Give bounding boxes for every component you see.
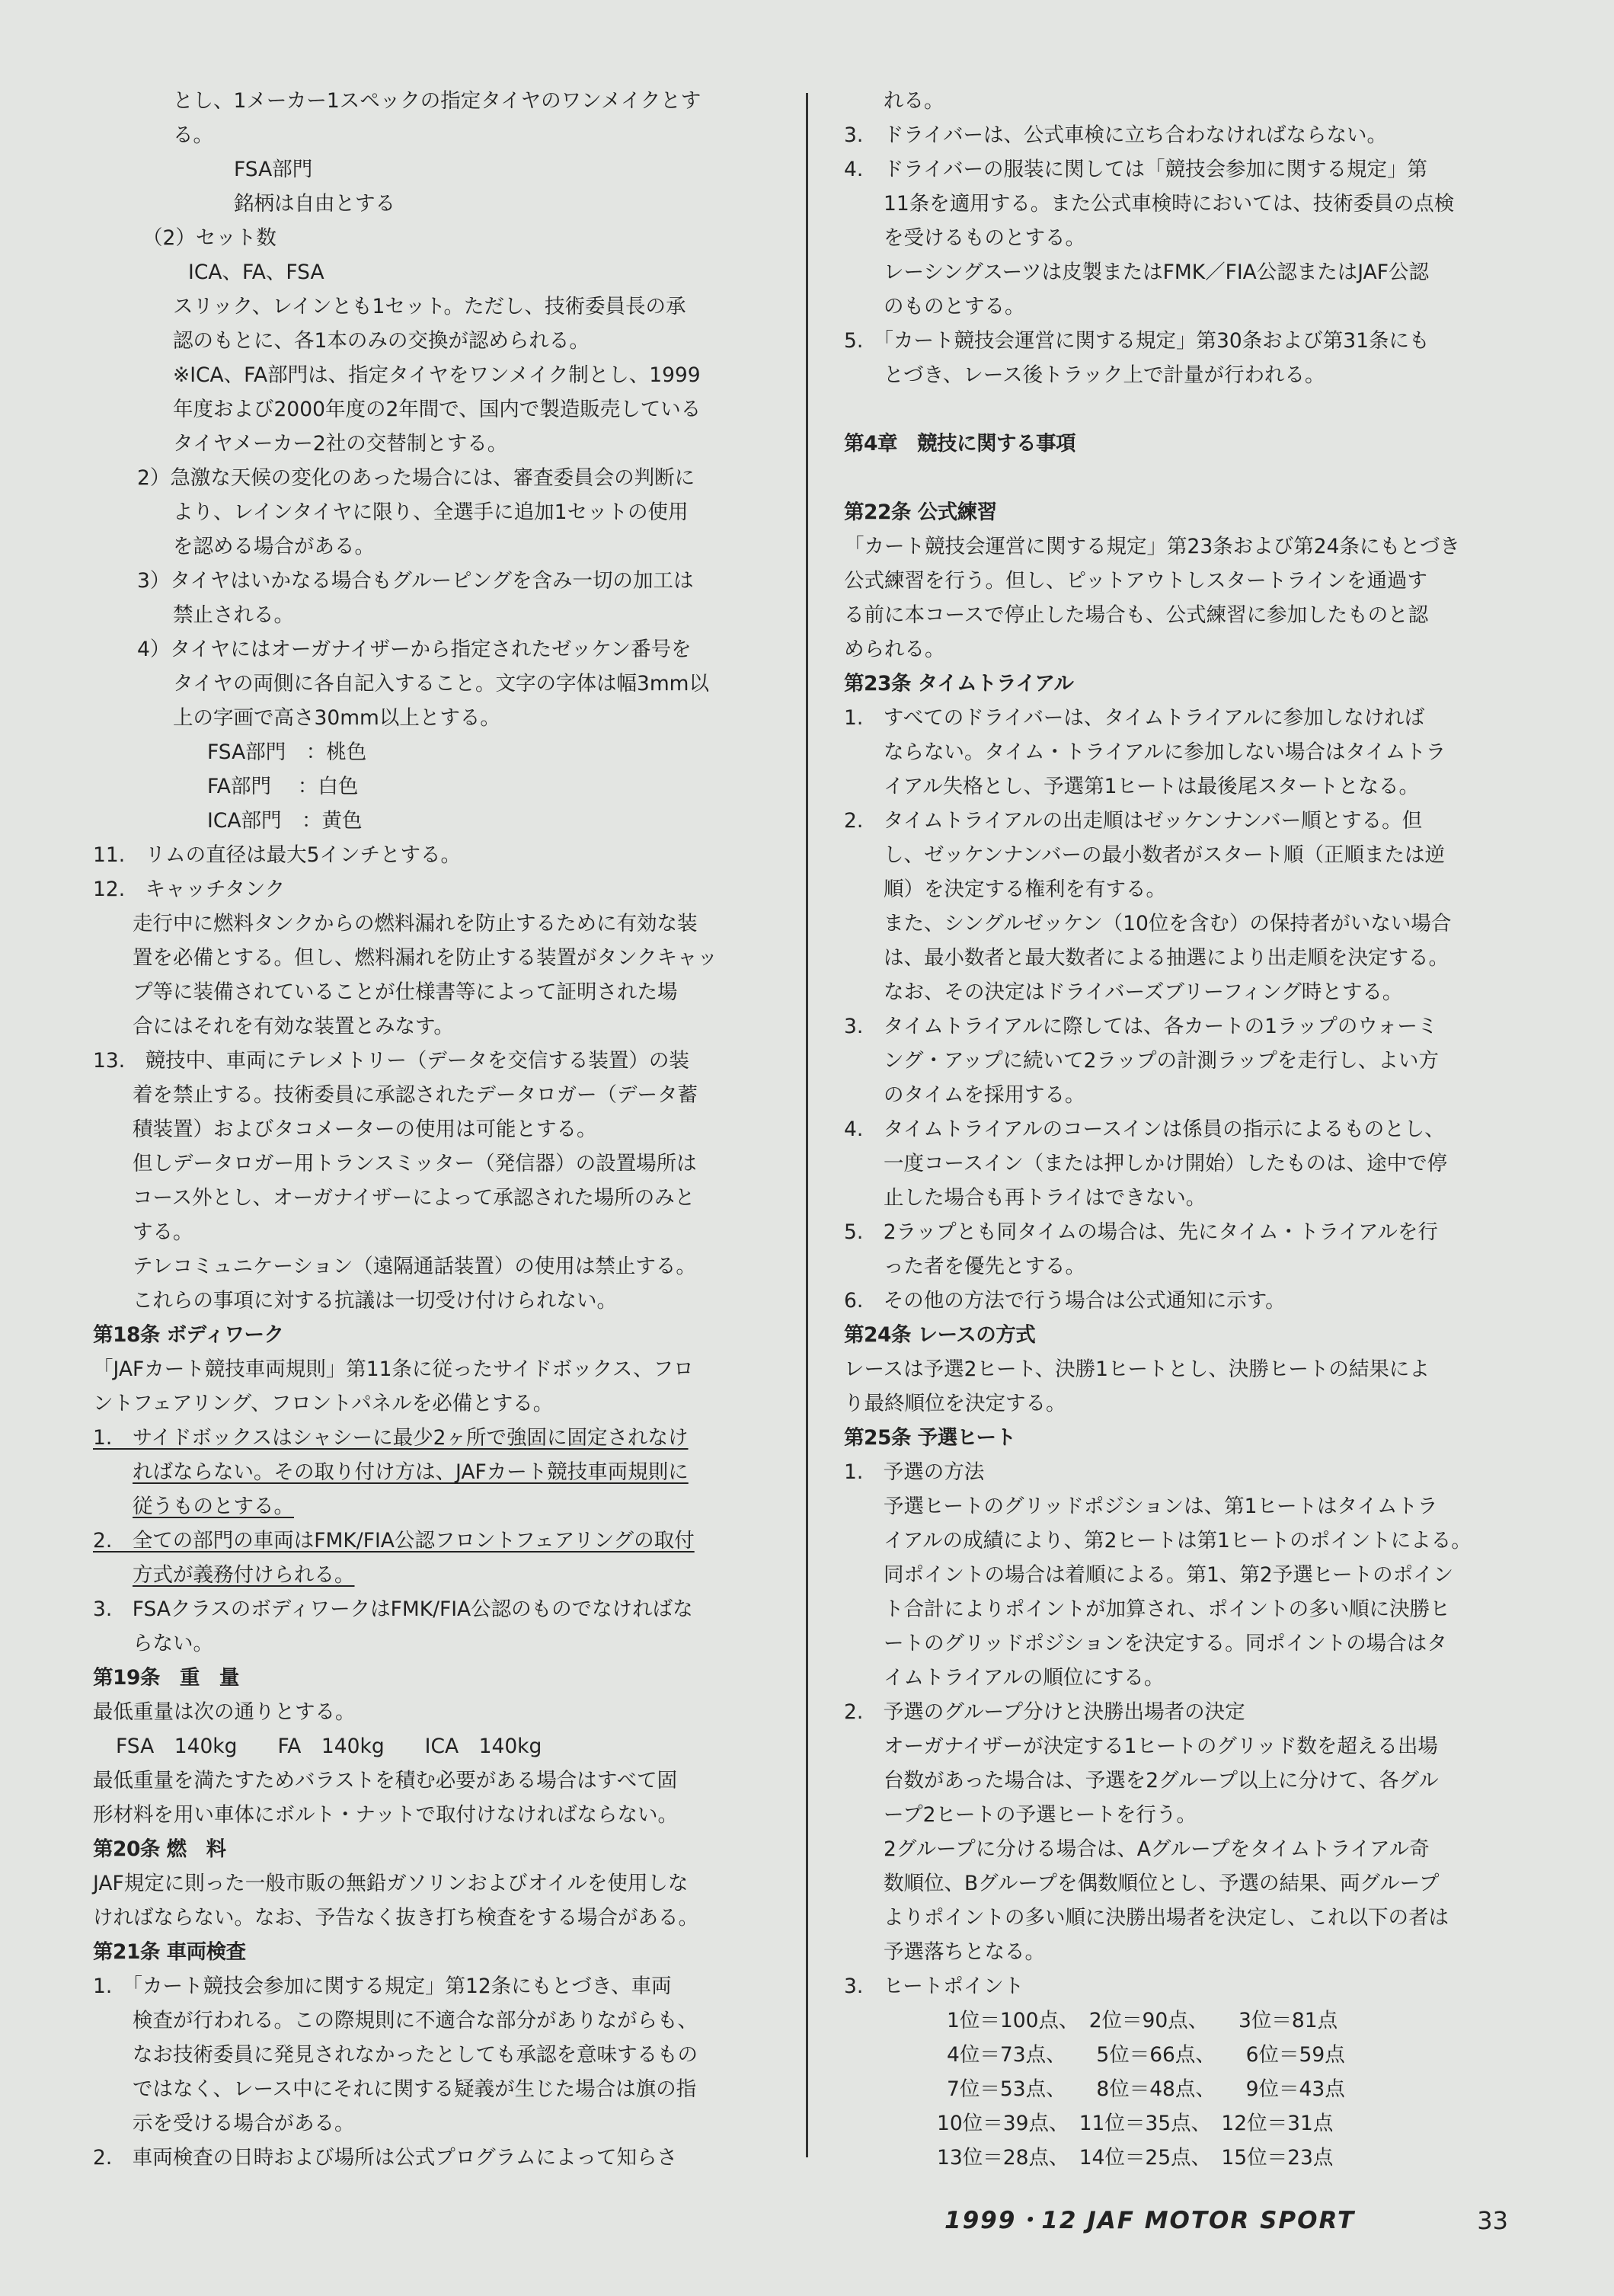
text-line: ならない。タイム・トライアルに参加しない場合はタイムトラ: [884, 740, 1446, 764]
section-heading: 第22条 公式練習: [844, 500, 997, 524]
text-line: 積装置）およびタコメーターの使用は可能とする。: [133, 1118, 597, 1141]
text-line: 同ポイントの場合は着順による。第1、第2予選ヒートのポイン: [884, 1563, 1454, 1587]
text-line: 予選落ちとなる。: [884, 1940, 1045, 1964]
column-divider: [806, 93, 808, 2157]
text-line: ※ICA、FA部門は、指定タイヤをワンメイク制とし、1999: [173, 363, 701, 387]
text-line: 禁止される。: [173, 603, 294, 627]
text-line: ング・アップに続いて2ラップの計測ラップを走行し、よい方: [884, 1049, 1439, 1073]
text-line: 4位＝73点、 5位＝66点、 6位＝59点: [947, 2043, 1345, 2067]
text-line: レーシングスーツは皮製またはFMK／FIA公認またはJAF公認: [884, 261, 1430, 284]
text-line: 検査が行われる。この際規則に不適合な部分がありながらも、: [133, 2009, 698, 2032]
text-line: 数順位、Bグループを偶数順位とし、予選の結果、両グループ: [884, 1872, 1440, 1895]
text-line: 認のもとに、各1本のみの交換が認められる。: [173, 329, 590, 353]
text-line: 2. 全ての部門の車両はFMK/FIA公認フロントフェアリングの取付: [93, 1529, 695, 1553]
text-line: り最終順位を決定する。: [844, 1392, 1066, 1415]
section-heading: 第23条 タイムトライアル: [844, 672, 1074, 696]
text-line: ントフェアリング、フロントパネルを必備とする。: [93, 1392, 554, 1415]
text-line: 公式練習を行う。但し、ピットアウトしスタートラインを通過す: [844, 569, 1427, 593]
text-line: 方式が義務付けられる。: [133, 1563, 355, 1587]
text-line: とづき、レース後トラック上で計量が行われる。: [884, 363, 1325, 387]
text-line: 但しデータロガー用トランスミッター（発信器）の設置場所は: [133, 1152, 697, 1175]
page-footer: [944, 2202, 1508, 2240]
text-line: プ等に装備されていることが仕様書等によって証明された場: [133, 980, 678, 1004]
text-line: とし、1メーカー1スペックの指定タイヤのワンメイクとす: [173, 89, 702, 113]
text-line: 12. キャッチタンク: [93, 878, 286, 901]
text-line: を認める場合がある。: [173, 535, 375, 558]
text-line: 走行中に燃料タンクからの燃料漏れを防止するために有効な装: [133, 912, 698, 935]
text-line: より、レインタイヤに限り、全選手に追加1セットの使用: [173, 500, 689, 524]
text-line: し、ゼッケンナンバーの最小数者がスタート順（正順または逆: [884, 843, 1445, 867]
text-line: 2グループに分ける場合は、Aグループをタイムトライアル奇: [884, 1837, 1430, 1861]
text-line: ではなく、レース中にそれに関する疑義が生じた場合は旗の指: [133, 2077, 697, 2101]
text-line: イムトライアルの順位にする。: [884, 1666, 1165, 1690]
section-heading: 第20条 燃 料: [93, 1837, 226, 1861]
text-line: 13. 競技中、車両にテレメトリー（データを交信する装置）の装: [93, 1049, 689, 1073]
text-line: のタイムを採用する。: [884, 1083, 1085, 1107]
text-line: る前に本コースで停止した場合も、公式練習に参加したものと認: [844, 603, 1429, 627]
text-line: 7位＝53点、 8位＝48点、 9位＝43点: [947, 2077, 1345, 2101]
text-line: 11. リムの直径は最大5インチとする。: [93, 843, 462, 867]
text-line: 1. 「カート競技会参加に関する規定」第12条にもとづき、車両: [93, 1975, 672, 1998]
text-line: れる。: [884, 89, 944, 113]
text-line: 1位＝100点、 2位＝90点、 3位＝81点: [947, 2009, 1338, 2032]
text-line: ートのグリッドポジションを決定する。同ポイントの場合はタ: [884, 1632, 1447, 1655]
text-line: 1. 予選の方法: [844, 1460, 985, 1484]
section-heading: 第4章 競技に関する事項: [844, 432, 1075, 456]
text-line: なお技術委員に発見されなかったとしても承認を意味するもの: [133, 2043, 698, 2067]
text-line: ICA部門 ：黄色: [207, 809, 363, 833]
text-line: 上の字画で高さ30mm以上とする。: [173, 706, 500, 730]
text-line: 年度および2000年度の2年間で、国内で製造販売している: [173, 398, 702, 421]
text-line: 銘柄は自由とする: [234, 192, 395, 216]
text-line: 「JAFカート競技車両規則」第11条に従ったサイドボックス、フロ: [93, 1357, 694, 1381]
text-line: 13位＝28点、 14位＝25点、 15位＝23点: [937, 2146, 1334, 2170]
section-heading: 第18条 ボディワーク: [93, 1323, 284, 1347]
text-line: 順）を決定する権利を有する。: [884, 878, 1166, 901]
text-line: レースは予選2ヒート、決勝1ヒートとし、決勝ヒートの結果によ: [844, 1357, 1430, 1381]
text-line: なお、その決定はドライバーズブリーフィング時とする。: [884, 980, 1403, 1004]
text-line: また、シングルゼッケン（10位を含む）の保持者がいない場合: [884, 912, 1452, 935]
text-line: 5. 「カート競技会運営に関する規定」第30条および第31条にも: [844, 329, 1430, 353]
text-line: 2）急激な天候の変化のあった場合には、審査委員会の判断に: [137, 466, 695, 490]
text-line: 3. タイムトライアルに際しては、各カートの1ラップのウォーミ: [844, 1015, 1438, 1038]
text-line: は、最小数者と最大数者による抽選により出走順を決定する。: [884, 946, 1449, 970]
text-line: 着を禁止する。技術委員に承認されたデータロガー（データ蓄: [133, 1083, 698, 1107]
text-line: FSA部門 ：桃色: [207, 740, 367, 764]
text-line: 6. その他の方法で行う場合は公式通知に示す。: [844, 1289, 1286, 1313]
text-line: ればならない。その取り付け方は、JAFカート競技車両規則に: [133, 1460, 689, 1484]
text-line: ICA、FA、FSA: [188, 261, 324, 284]
text-line: ープ2ヒートの予選ヒートを行う。: [884, 1803, 1197, 1827]
text-line: 予選ヒートのグリッドポジションは、第1ヒートはタイムトラ: [884, 1495, 1438, 1518]
text-line: JAF規定に則った一般市販の無鉛ガソリンおよびオイルを使用しな: [93, 1872, 689, 1895]
text-line: 2. 車両検査の日時および場所は公式プログラムによって知らさ: [93, 2146, 678, 2170]
text-line: コース外とし、オーガナイザーによって承認された場所のみと: [133, 1186, 695, 1210]
text-line: ト合計によりポイントが加算され、ポイントの多い順に決勝ヒ: [884, 1597, 1450, 1621]
text-line: オーガナイザーが決定する1ヒートのグリッド数を超える出場: [884, 1735, 1438, 1758]
text-line: 「カート競技会運営に関する規定」第23条および第24条にもとづき: [844, 535, 1460, 558]
text-line: められる。: [844, 638, 945, 661]
text-line: 形材料を用い車体にボルト・ナットで取付けなければならない。: [93, 1803, 678, 1827]
text-line: タイヤメーカー2社の交替制とする。: [173, 432, 508, 456]
text-line: イアルの成績により、第2ヒートは第1ヒートのポイントによる。: [884, 1529, 1472, 1553]
text-line: 1. サイドボックスはシャシーに最少2ヶ所で強固に固定されなけ: [93, 1426, 689, 1450]
text-line: 置を必備とする。但し、燃料漏れを防止する装置がタンクキャッ: [133, 946, 718, 970]
text-line: 示を受ける場合がある。: [133, 2112, 355, 2135]
text-line: ければならない。なお、予告なく抜き打ち検査をする場合がある。: [93, 1906, 698, 1930]
page-number: 33: [1477, 2206, 1508, 2235]
text-line: する。: [133, 1220, 193, 1244]
text-line: 従うものとする。: [133, 1495, 294, 1518]
text-line: 2. タイムトライアルの出走順はゼッケンナンバー順とする。但: [844, 809, 1423, 833]
text-line: 2. 予選のグループ分けと決勝出場者の決定: [844, 1700, 1245, 1724]
section-heading: 第24条 レースの方式: [844, 1323, 1036, 1347]
text-line: った者を優先とする。: [884, 1255, 1085, 1278]
text-line: 3. ドライバーは、公式車検に立ち合わなければならない。: [844, 123, 1387, 147]
text-line: 最低重量を満たすためバラストを積む必要がある場合はすべて固: [93, 1769, 678, 1792]
text-line: る。: [173, 123, 213, 147]
text-line: 合にはそれを有効な装置とみなす。: [133, 1015, 454, 1038]
text-line: テレコミュニケーション（遠隔通話装置）の使用は禁止する。: [133, 1255, 696, 1278]
text-line: 1. すべてのドライバーは、タイムトライアルに参加しなければ: [844, 706, 1425, 730]
text-line: FSA部門: [234, 158, 313, 181]
text-line: FSA 140kg FA 140kg ICA 140kg: [116, 1735, 542, 1758]
text-line: 台数があった場合は、予選を2グループ以上に分けて、各グル: [884, 1769, 1439, 1792]
text-line: 11条を適用する。また公式車検時においては、技術委員の点検: [884, 192, 1455, 216]
text-line: 4. タイムトライアルのコースインは係員の指示によるものとし、: [844, 1118, 1445, 1141]
magazine-issue: 1999・12 JAF MOTOR SPORT: [944, 2207, 1356, 2234]
text-line: 4）タイヤにはオーガナイザーから指定されたゼッケン番号を: [137, 638, 692, 661]
text-line: 止した場合も再トライはできない。: [884, 1186, 1207, 1210]
text-line: （2）セット数: [142, 226, 276, 250]
text-line: 最低重量は次の通りとする。: [93, 1700, 356, 1724]
text-line: 一度コースイン（または押しかけ開始）したものは、途中で停: [884, 1152, 1448, 1175]
text-line: を受けるものとする。: [884, 226, 1085, 250]
text-line: これらの事項に対する抗議は一切受け付けられない。: [133, 1289, 617, 1313]
text-line: 3. ヒートポイント: [844, 1975, 1024, 1998]
section-heading: 第25条 予選ヒート: [844, 1426, 1016, 1450]
section-heading: 第21条 車両検査: [93, 1940, 246, 1964]
text-line: 3）タイヤはいかなる場合もグルーピングを含み一切の加工は: [137, 569, 694, 593]
text-line: 3. FSAクラスのボディワークはFMK/FIA公認のものでなければな: [93, 1597, 693, 1621]
section-heading: 第19条 重 量: [93, 1666, 239, 1690]
text-line: 5. 2ラップとも同タイムの場合は、先にタイム・トライアルを行: [844, 1220, 1438, 1244]
text-line: タイヤの両側に各自記入すること。文字の字体は幅3mm以: [173, 672, 709, 696]
text-line: らない。: [133, 1632, 213, 1655]
text-line: FA部門 ：白色: [207, 775, 359, 798]
text-line: 10位＝39点、 11位＝35点、 12位＝31点: [937, 2112, 1334, 2135]
text-line: スリック、レインとも1セット。ただし、技術委員長の承: [173, 295, 686, 318]
text-line: よりポイントの多い順に決勝出場者を決定し、これ以下の者は: [884, 1906, 1449, 1930]
text-line: のものとする。: [884, 295, 1025, 318]
text-line: 4. ドライバーの服装に関しては「競技会参加に関する規定」第: [844, 158, 1427, 181]
text-line: イアル失格とし、予選第1ヒートは最後尾スタートとなる。: [884, 775, 1419, 798]
